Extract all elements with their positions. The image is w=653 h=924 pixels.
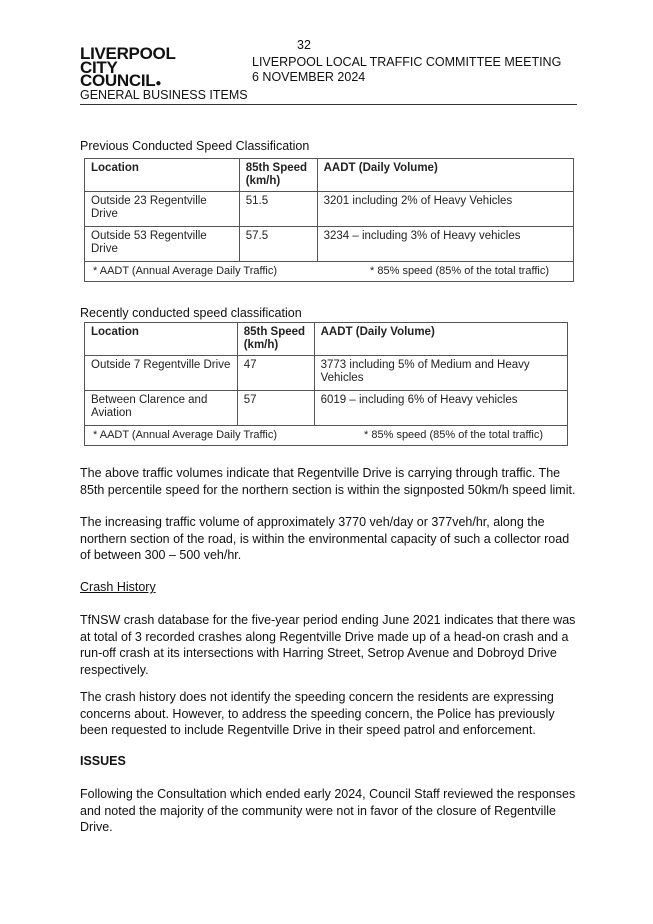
logo-line-2: CITY: [80, 57, 118, 77]
council-logo: [80, 44, 176, 91]
table-row: [85, 192, 574, 227]
paragraph-environmental-capacity: The increasing traffic volume of approximately 3770 veh/day or 377veh/hr, along the northern section of the road, is within the environmental capacity of such a collector road of between 300 – 500 veh/hr.: [80, 515, 570, 562]
table-previous-caption: Previous Conducted Speed Classification: [80, 139, 310, 153]
section-title: GENERAL BUSINESS ITEMS: [80, 88, 248, 102]
table-recent: [84, 322, 568, 446]
cell-aadt: 3201 including 2% of Heavy Vehicles: [317, 192, 573, 227]
meeting-title: LIVERPOOL LOCAL TRAFFIC COMMITTEE MEETING: [252, 55, 562, 69]
logo-mark: ●: [155, 78, 162, 89]
table-row: [85, 391, 568, 426]
footnote-speed: * 85% speed (85% of the total traffic): [370, 265, 549, 277]
table-row: [85, 227, 574, 262]
cell-aadt: 6019 – including 6% of Heavy vehicles: [314, 391, 567, 426]
cell-location: Outside 7 Regentville Drive: [85, 356, 238, 391]
paragraph-traffic-volumes: The above traffic volumes indicate that Regentville Drive is carrying through traffic. The 85th percentile speed for the northern section is within the signposted 50km/h speed limit.: [80, 466, 576, 497]
cell-location: Outside 23 Regentville Drive: [85, 192, 240, 227]
header-speed: 85th Speed (km/h): [237, 323, 314, 356]
table-header-row: [85, 159, 574, 192]
paragraph-consultation: Following the Consultation which ended early 2024, Council Staff reviewed the responses and noted the majority of the community were not in favor of the closure of Regentville Drive.: [80, 787, 576, 834]
table-previous: [84, 158, 574, 282]
footnote-speed: * 85% speed (85% of the total traffic): [364, 429, 543, 441]
header-aadt: AADT (Daily Volume): [314, 323, 567, 356]
meeting-date: 6 NOVEMBER 2024: [252, 70, 366, 84]
header-speed: 85th Speed (km/h): [239, 159, 317, 192]
paragraph-crash-database: TfNSW crash database for the five-year period ending June 2021 indicates that there was at total of 3 recorded crashes along Regentville Drive made up of a head-on crash and a run-off crash at its intersections with Harring Street, Setrop Avenue and Dobroyd Drive respectively.: [80, 613, 576, 677]
footnote-aadt: * AADT (Annual Average Daily Traffic): [93, 265, 278, 277]
cell-speed: 51.5: [239, 192, 317, 227]
logo-line-3: COUNCIL: [80, 71, 156, 90]
table-footnote-row: [85, 262, 574, 282]
paragraph-speeding-concern: The crash history does not identify the speeding concern the residents are expressing concerns about. However, to address the speeding concern, the Police has previously been requested to include Regentville Drive in their speed patrol and enforcement.: [80, 690, 555, 737]
cell-aadt: 3234 – including 3% of Heavy vehicles: [317, 227, 573, 262]
meeting-header: [252, 55, 561, 85]
cell-location: Between Clarence and Aviation: [85, 391, 238, 426]
cell-speed: 47: [237, 356, 314, 391]
header-location: Location: [85, 159, 240, 192]
page-number: 32: [297, 38, 311, 52]
cell-speed: 57: [237, 391, 314, 426]
cell-speed: 57.5: [239, 227, 317, 262]
issues-heading: ISSUES: [80, 754, 126, 768]
header-divider: [80, 104, 577, 105]
table-recent-caption: Recently conducted speed classification: [80, 306, 302, 320]
crash-history-heading: Crash History: [80, 580, 156, 594]
table-row: [85, 356, 568, 391]
header-aadt: AADT (Daily Volume): [317, 159, 573, 192]
footnote-aadt: * AADT (Annual Average Daily Traffic): [93, 429, 278, 441]
table-footnote-row: [85, 426, 568, 446]
header-location: Location: [85, 323, 238, 356]
logo-line-1: LIVERPOOL: [80, 44, 176, 63]
cell-location: Outside 53 Regentville Drive: [85, 227, 240, 262]
cell-aadt: 3773 including 5% of Medium and Heavy Vehicles: [314, 356, 567, 391]
table-header-row: [85, 323, 568, 356]
